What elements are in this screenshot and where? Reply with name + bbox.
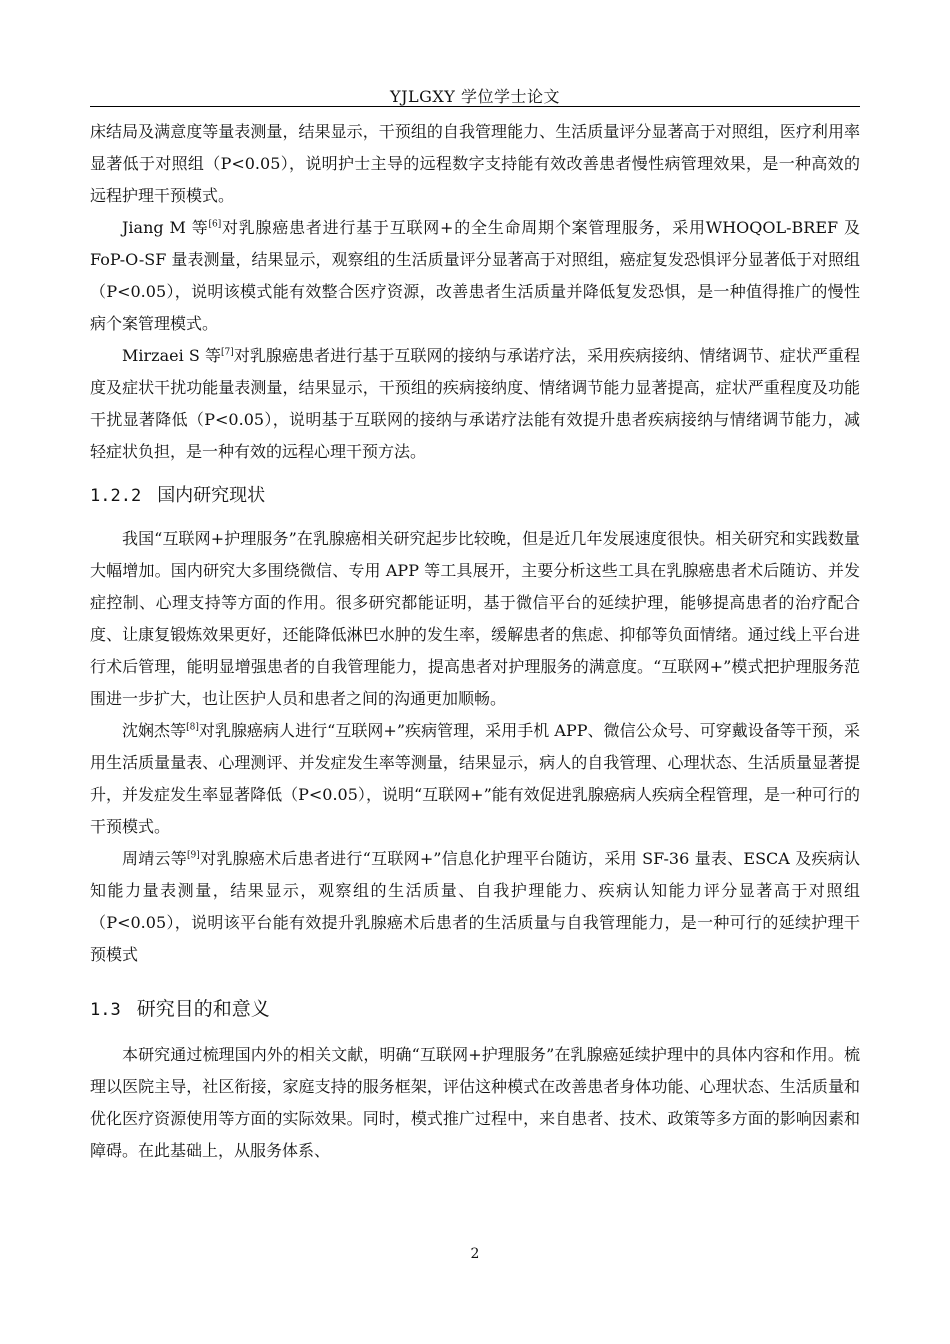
paragraph: [90, 212, 860, 340]
section-heading-1-2-2: [90, 480, 860, 512]
paragraph-text: 对乳腺癌病人进行“互联网+”疾病管理，采用手机 APP、微信公众号、可穿戴设备等干预，采用生活质量量表、心理测评、并发症发生率等测量，结果显示，病人的自我管理、心理状态、生活质量显著提升，并发症发生率显著降低（P<0.05），说明“互联网+”能有效促进乳腺癌病人疾病全程管理，是一种可行的干预模式。: [90, 721, 860, 836]
page-header: YJLGXY 学位学士论文: [390, 87, 560, 106]
header-rule: [90, 106, 860, 107]
citation-author: 沈娴杰等: [122, 721, 187, 740]
paragraph: [90, 843, 860, 971]
citation-ref: [6]: [208, 219, 222, 230]
section-heading-1-3: [90, 993, 860, 1026]
paragraph-text: 对乳腺癌患者进行基于互联网+的全生命周期个案管理服务，采用WHOQOL-BREF 及 FoP-O-SF 量表测量，结果显示，观察组的生活质量评分显著高于对照组，癌症复发恐惧评分显著低于对照组（P<0.05），说明该模式能有效整合医疗资源，改善患者生活质量并降低复发恐惧，是一种值得推广的慢性病个案管理模式。: [90, 218, 860, 333]
paragraph-text: 对乳腺癌患者进行基于互联网的接纳与承诺疗法，采用疾病接纳、情绪调节、症状严重程度及症状干扰功能量表测量，结果显示，干预组的疾病接纳度、情绪调节能力显著提高，症状严重程度及功能干扰显著降低（P<0.05），说明基于互联网的接纳与承诺疗法能有效提升患者疾病接纳与情绪调节能力，减轻症状负担，是一种有效的远程心理干预方法。: [90, 346, 860, 461]
paragraph: [90, 340, 860, 468]
paragraph-text: 对乳腺癌术后患者进行“互联网+”信息化护理平台随访，采用 SF-36 量表、ESCA 及疾病认知能力量表测量，结果显示，观察组的生活质量、自我护理能力、疾病认知能力评分显著高于对照组（P<0.05），说明该平台能有效提升乳腺癌术后患者的生活质量与自我管理能力，是一种可行的延续护理干预模式: [90, 849, 860, 964]
citation-ref: [8]: [186, 722, 199, 733]
section-number: 1.2.2: [90, 486, 142, 506]
citation-ref: [9]: [187, 850, 200, 861]
paragraph: [90, 715, 860, 843]
body-content: [90, 116, 860, 1167]
paragraph: 我国“互联网+护理服务”在乳腺癌相关研究起步比较晚，但是近几年发展速度很快。相关研究和实践数量大幅增加。国内研究大多围绕微信、专用 APP 等工具展开，主要分析这些工具在乳腺癌患者术后随访、并发症控制、心理支持等方面的作用。很多研究都能证明，基于微信平台的延续护理，能够提高患者的治疗配合度、让康复锻炼效果更好，还能降低淋巴水肿的发生率，缓解患者的焦虑、抑郁等负面情绪。通过线上平台进行术后管理，能明显增强患者的自我管理能力，提高患者对护理服务的满意度。“互联网+”模式把护理服务范围进一步扩大，也让医护人员和患者之间的沟通更加顺畅。: [90, 529, 860, 708]
section-title: 国内研究现状: [157, 485, 266, 506]
citation-author: Mirzaei S 等: [122, 346, 222, 365]
citation-author: Jiang M 等: [122, 218, 209, 237]
paragraph: 床结局及满意度等量表测量，结果显示，干预组的自我管理能力、生活质量评分显著高于对照组，医疗利用率显著低于对照组（P<0.05），说明护士主导的远程数字支持能有效改善患者慢性病管理效果，是一种高效的远程护理干预模式。: [90, 122, 860, 205]
section-number: 1.3: [90, 1000, 121, 1020]
section-title: 研究目的和意义: [136, 998, 270, 1020]
page-number: 2: [470, 1246, 480, 1262]
paragraph: 本研究通过梳理国内外的相关文献，明确“互联网+护理服务”在乳腺癌延续护理中的具体内容和作用。梳理以医院主导，社区衔接，家庭支持的服务框架，评估这种模式在改善患者身体功能、心理状态、生活质量和优化医疗资源使用等方面的实际效果。同时，模式推广过程中，来自患者、技术、政策等多方面的影响因素和障碍。在此基础上，从服务体系、: [90, 1045, 860, 1160]
citation-author: 周靖云等: [122, 849, 188, 868]
citation-ref: [7]: [221, 347, 234, 358]
